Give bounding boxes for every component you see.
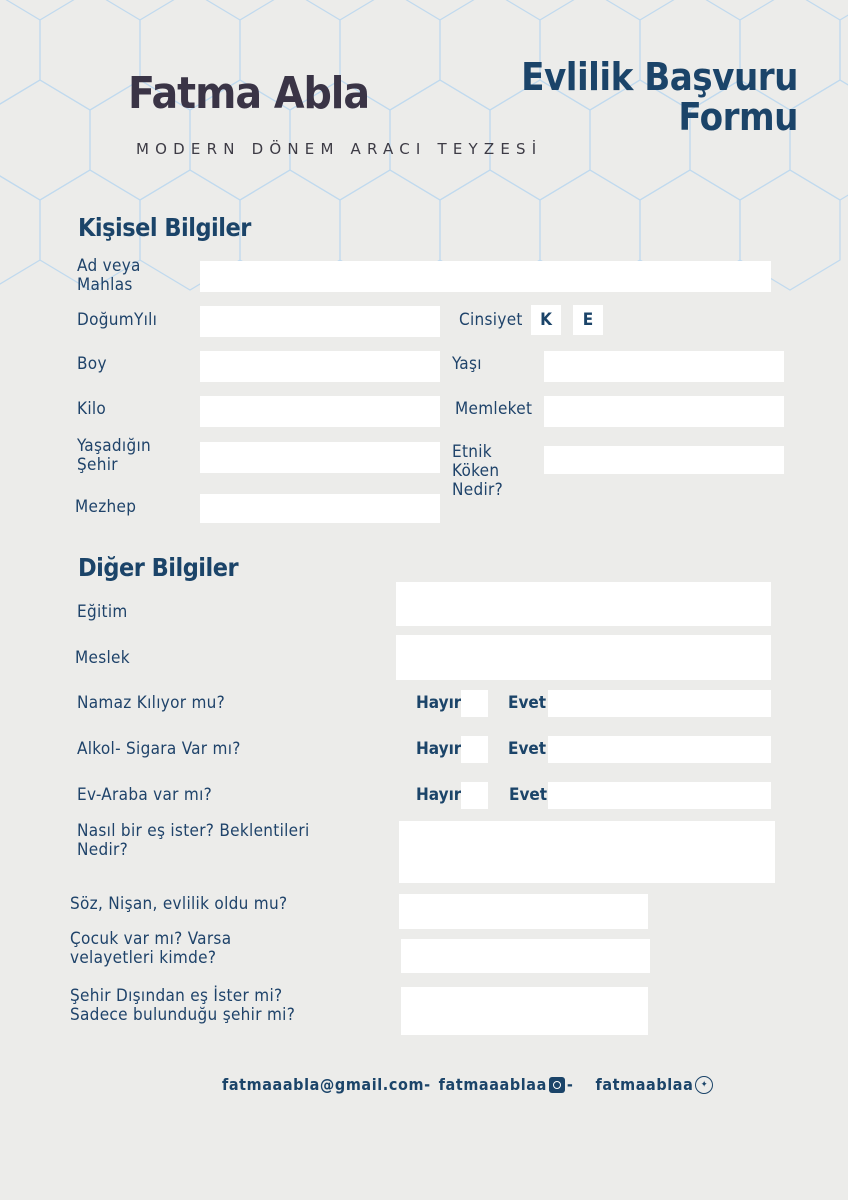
etnik-koken-field[interactable] [544,446,784,474]
cinsiyet-e-option[interactable]: E [573,305,603,335]
form-title [498,57,798,137]
section-heading-other: Diğer Bilgiler [78,553,239,582]
yasadigin-sehir-field[interactable] [200,442,440,473]
footer-separator: - [566,1075,574,1094]
ev-evet-label: Evet [509,785,548,805]
instagram-icon [549,1077,565,1093]
cinsiyet-k-option[interactable]: K [531,305,561,335]
yasadigin-sehir-label: Yaşadığın Şehir [77,436,152,475]
alkol-hayir-label: Hayır [416,739,462,759]
dogum-yili-field[interactable] [200,306,440,337]
section-heading-personal: Kişisel Bilgiler [78,213,251,242]
meslek-label: Meslek [75,648,130,668]
contact-footer [222,1075,713,1094]
es-beklenti-field[interactable] [399,821,775,883]
ad-label: Ad veya Mahlas [77,256,141,295]
boy-label: Boy [77,354,107,374]
namaz-hayir-box[interactable] [461,690,488,717]
memleket-field[interactable] [544,396,784,427]
form-title-line1: Evlilik Başvuru [521,55,798,99]
twitter-handle[interactable]: fatmaablaa [595,1075,694,1094]
namaz-evet-box[interactable] [548,690,771,717]
brand-name: Fatma Abla [128,68,370,119]
boy-field[interactable] [200,351,440,382]
memleket-label: Memleket [455,399,533,419]
kilo-label: Kilo [77,399,107,419]
egitim-label: Eğitim [77,602,128,622]
ev-evet-box[interactable] [548,782,771,809]
yas-field[interactable] [544,351,784,382]
cocuk-label: Çocuk var mı? Varsa velayetleri kimde? [70,929,232,968]
ev-hayir-box[interactable] [461,782,488,809]
cinsiyet-label: Cinsiyet [459,310,523,330]
mezhep-label: Mezhep [75,497,137,517]
alkol-hayir-box[interactable] [461,736,488,763]
twitter-icon: ✦ [695,1076,713,1094]
yas-label: Yaşı [452,354,482,374]
egitim-field[interactable] [396,582,771,626]
instagram-handle[interactable]: fatmaaablaa [438,1075,547,1094]
meslek-field[interactable] [396,635,771,680]
cocuk-field[interactable] [401,939,650,973]
soz-nisan-label: Söz, Nişan, evlilik oldu mu? [70,894,288,914]
sehir-disi-label: Şehir Dışından eş İster mi? Sadece bulunduğu şehir mi? [70,986,296,1025]
alkol-evet-box[interactable] [548,736,771,763]
namaz-label: Namaz Kılıyor mu? [77,693,226,713]
brand-tagline: MODERN DÖNEM ARACI TEYZESİ [136,140,543,158]
soz-nisan-field[interactable] [399,894,648,929]
ad-field[interactable] [200,261,771,292]
mezhep-field[interactable] [200,494,440,523]
etnik-koken-label: Etnik Köken Nedir? [452,442,504,500]
namaz-hayir-label: Hayır [416,693,462,713]
namaz-evet-label: Evet [508,693,547,713]
es-beklenti-label: Nasıl bir eş ister? Beklentileri Nedir? [77,821,310,860]
email-text[interactable]: fatmaaabla@gmail.com- [222,1075,431,1094]
dogum-yili-label: DoğumYılı [77,310,158,330]
form-title-line2: Formu [678,95,798,139]
sehir-disi-field[interactable] [401,987,648,1035]
alkol-evet-label: Evet [508,739,547,759]
ev-araba-label: Ev-Araba var mı? [77,785,213,805]
alkol-sigara-label: Alkol- Sigara Var mı? [77,739,241,759]
ev-hayir-label: Hayır [416,785,462,805]
kilo-field[interactable] [200,396,440,427]
